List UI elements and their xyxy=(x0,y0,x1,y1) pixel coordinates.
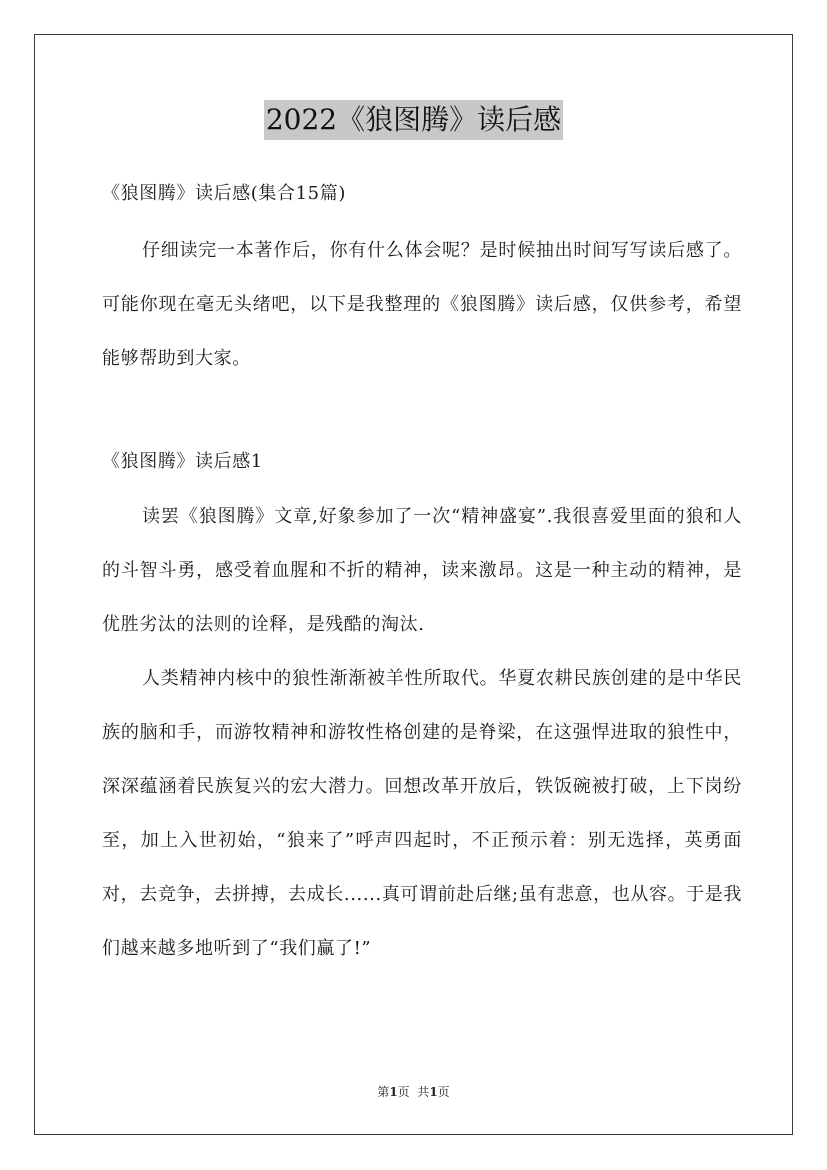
document-title: 2022《狼图腾》读后感 xyxy=(264,100,563,140)
footer-page-total: 1 xyxy=(429,1085,438,1099)
section-body xyxy=(102,490,742,976)
body-paragraph-1: 读罢《狼图腾》文章,好象参加了一次“精神盛宴”.我很喜爱里面的狼和人的斗智斗勇，感受着血腥和不折的精神，读来激昂。这是一种主动的精神，是优胜劣汰的法则的诠释，是残酷的淘汰. xyxy=(102,506,742,635)
footer-page-suffix: 页 xyxy=(437,1085,450,1099)
footer-page-mid: 页 共 xyxy=(397,1085,430,1099)
title-container xyxy=(0,100,827,140)
document-subtitle: 《狼图腾》读后感(集合15篇) xyxy=(102,183,346,204)
section-title: 《狼图腾》读后感1 xyxy=(102,451,263,472)
intro-section xyxy=(102,224,742,386)
intro-paragraph: 仔细读完一本著作后，你有什么体会呢？是时候抽出时间写写读后感了。可能你现在毫无头绪吧，以下是我整理的《狼图腾》读后感，仅供参考，希望能够帮助到大家。 xyxy=(102,240,742,369)
footer-page-current: 1 xyxy=(389,1085,398,1099)
footer-page-prefix: 第 xyxy=(377,1085,390,1099)
page-footer xyxy=(0,1084,827,1100)
body-paragraph-2: 人类精神内核中的狼性渐渐被羊性所取代。华夏农耕民族创建的是中华民族的脑和手，而游牧精神和游牧性格创建的是脊梁，在这强悍进取的狼性中，深深蕴涵着民族复兴的宏大潜力。回想改革开放后，铁饭碗被打破，上下岗纷至，加上入世初始，“狼来了”呼声四起时，不正预示着：别无选择，英勇面对，去竞争，去拼搏，去成长......真可谓前赴后继;虽有悲意，也从容。于是我们越来越多地听到了“我们赢了!” xyxy=(102,668,742,959)
